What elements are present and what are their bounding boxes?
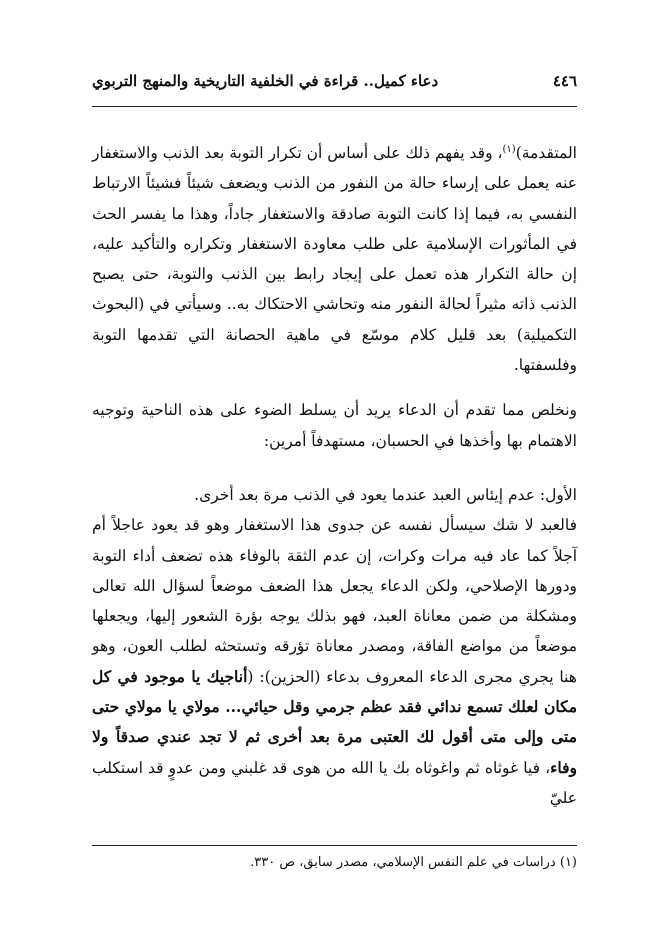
p1-rest: ، وقد يفهم ذلك على أساس أن تكرار التوبة بعد الذنب والاستغفار عنه يعمل على إرساء حالة من النفور من الذنب ويضعف شيئاً فشيئاً الارتباط النفسي به، فيما إذا كانت التوبة صادقة والاستغفار جاداً، وهذا ما يفسر الحث في المأثورات الإسلامية على طلب معاودة الاستغفار وتكراره والتأكيد عليه، إن حالة التكرار هذه تعمل على إيجاد رابط بين الذنب والتوبة، حتى يصبح الذنب ذاته مثيراً لحالة النفور منه وتحاشي الاحتكاك به.. وسيأتي في (البحوث التكميلية) بعد قليل كلام موسّع في ماهية الحصانة التي تقدمها التوبة وفلسفتها. — [92, 144, 577, 375]
page-header — [92, 72, 577, 90]
paragraph-1 — [92, 138, 577, 380]
body-text — [92, 138, 577, 813]
p3-body: فالعبد لا شك سيسأل نفسه عن جدوى هذا الاستغفار وهو قد يعود عاجلاً أم آجلاً كما عاد فيه مرات وكرات، إن عدم الثقة بالوفاء هذه تضعف أداء التوبة ودورها الإصلاحي، ولكن الدعاء يجعل هذا الضعف موضعاً لسؤال الله تعالى ومشكلة من ضمن معاناة العبد، فهو بذلك يوجه بؤرة الشعور إليها، ويجعلها موضعاً من مواضع الفاقة، ومصدر معاناة تؤرقه وتستحثه لطلب العون، وهو هنا يجري مجرى الدعاء المعروف بدعاء (الحزين): ( — [92, 516, 577, 686]
paragraph-2: ونخلص مما تقدم أن الدعاء يريد أن يسلط الضوء على هذه الناحية وتوجيه الاهتمام بها وأخذها في الحسبان، مستهدفاً أمرين: — [92, 401, 577, 450]
p3-tail: ، فيا غوثاه ثم واغوثاه بك يا الله من هوى قد غلبني ومن عدوٍ قد استكلب عليّ — [92, 758, 577, 807]
p1-start: المتقدمة) — [515, 144, 577, 162]
running-title: دعاء كميل.. قراءة في الخلفية التاريخية والمنهج التربوي — [92, 72, 439, 90]
footnote-ref[interactable]: (١) — [502, 143, 516, 155]
footnote-rule — [92, 845, 577, 846]
paragraph-gap — [92, 380, 577, 395]
paragraph-3-lead: الأول: عدم إيئاس العبد عندما يعود في الذنب مرة بعد أخرى. — [194, 485, 577, 504]
p3-quote: أناجيك يا موجود في كل مكان لعلك تسمع ندائي فقد عظم جرمي وقل حيائي... مولاي يا مولاي حتى متى وإلى متى أقول لك العتبى مرة بعد أخرى ثم لا تجد عندي صدقاً ولا وفاء — [92, 666, 577, 777]
header-rule — [92, 106, 577, 107]
footnote: (١) دراسات في علم النفس الإسلامي، مصدر سابق، ص ٣٣٠. — [250, 855, 577, 870]
paragraph-gap — [92, 456, 577, 480]
paragraph-3 — [92, 510, 577, 813]
page-number: ٤٤٦ — [552, 72, 577, 90]
